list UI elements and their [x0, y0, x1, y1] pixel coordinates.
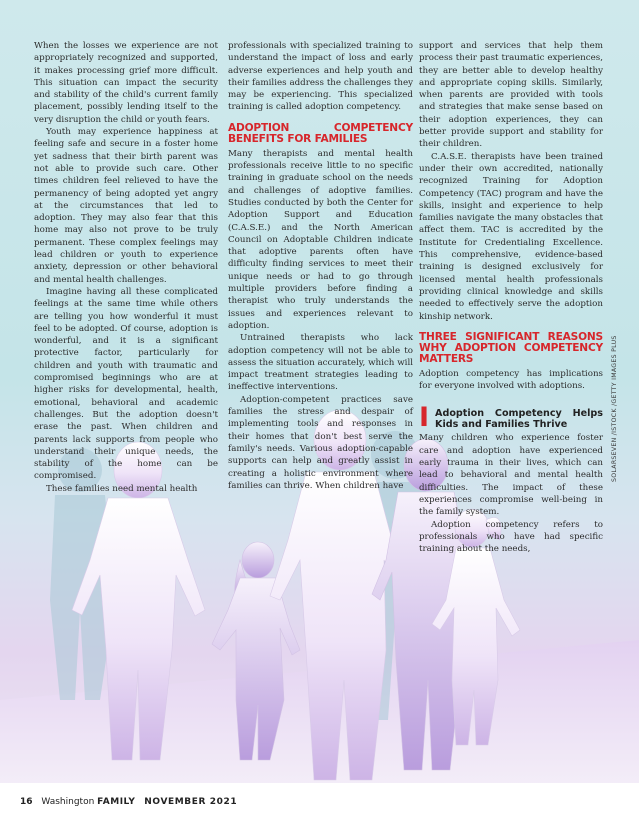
- paragraph: Youth may experience happiness at feeling safe and secure in a foster home yet sadness that their birth parent was not able to provide such care. Other times children feel relieved to have the permanency of being adopted yet angry at the circumstances that led to adoption. They may also fear that this home may also not prove to be truly permanent. These complex feelings may lead children or youth to experience anxiety, depression or other behavioral and mental health challenges.: [34, 127, 218, 285]
- paragraph: Adoption competency refers to professionals who have had specific training about the needs,: [419, 519, 603, 555]
- page-number: 16: [20, 797, 33, 807]
- paragraph: Many children who experience foster care and adoption have experienced early trauma in their lives, which can lead to behavioral and mental health difficulties. The impact of these experiences compromise well-being in the family system.: [419, 433, 603, 518]
- page-footer: [0, 783, 639, 836]
- paragraph: support and services that help them process their past traumatic experiences, they are better able to develop healthy and appropriate coping skills. Similarly, when parents are provided with tools and strategies that make sense based on their adoption experiences, they can better provide support and stability for their children.: [419, 41, 603, 150]
- paragraph: Many therapists and mental health professionals receive little to no specific training in graduate school on the needs and challenges of adoptive families. Studies conducted by both the Center for Adoption Support and Education (C.A.S.E.) and the North American Council on Adoptable Children indicate that adoptive parents often have difficulty finding services to meet their unique needs or had to go through multiple providers before finding a therapist who truly understands the issues and experiences relevant to adoption.: [228, 148, 413, 331]
- magazine-name-bold: FAMILY: [97, 797, 136, 807]
- subheading-title: Adoption Competency Helps Kids and Families Thrive: [435, 408, 603, 431]
- subheading-number: I: [419, 402, 430, 434]
- issue-date: NOVEMBER 2021: [144, 797, 238, 807]
- paragraph: C.A.S.E. therapists have been trained under their own accredited, nationally recognized Training for Adoption Competency (TAC) program and have the skills, insight and experience to help families navigate the many obstacles that affect them. TAC is accredited by the Institute for Credentialing Excellence. This comprehensive, evidence-based training is designed exclusively for licensed mental health professionals providing clinical knowledge and skills needed to effectively serve the adoption kinship network.: [419, 151, 603, 322]
- text-column-2: [228, 40, 413, 492]
- magazine-name-regular: Washington: [41, 797, 95, 807]
- text-column-1: [34, 40, 218, 495]
- folio: [20, 797, 237, 807]
- paragraph: Adoption competency has implications for everyone involved with adoptions.: [419, 368, 603, 392]
- magazine-name: [41, 797, 135, 807]
- paragraph: When the losses we experience are not appropriately recognized and supported, it makes processing grief more difficult. This situation can impact the security and stability of the child's current family placement, possibly lending itself to the very disruption the child or youth fears.: [34, 41, 218, 125]
- paragraph: professionals with specialized training to understand the impact of loss and early adverse experiences and help youth and their families address the challenges they may be experiencing. This specialized training is called adoption competency.: [228, 41, 413, 113]
- paragraph: Untrained therapists who lack adoption competency will not be able to assess the situation accurately, which will impact treatment strategies leading to ineffective interventions.: [228, 333, 413, 393]
- section-heading: ADOPTION COMPETENCY BENEFITS FOR FAMILIES: [228, 121, 413, 145]
- paragraph: Imagine having all these complicated feelings at the same time while others are telling you how wonderful it must feel to be adopted. Of course, adoption is wonderful, and it is a significant protective factor, particularly for children and youth with traumatic and compromised beginnings who are at higher risks for developmental, health, emotional, behavioral and academic challenges. But the adoption doesn't erase the past. When children and parents lack supports from people who understand their unique needs, the stability of the home can be compromised.: [34, 286, 218, 482]
- paragraph: Adoption-competent practices save families the stress and despair of implementing tools and responses in their homes that don't best serve the family's needs. Various adoption-capable supports can help and greatly assist in creating a holistic environment where families can thrive. When children have: [228, 394, 413, 491]
- section-heading: THREE SIGNIFICANT REASONS WHY ADOPTION COMPETENCY MATTERS: [419, 330, 603, 365]
- paragraph: These families need mental health: [46, 483, 198, 494]
- text-column-3: [419, 40, 603, 555]
- photo-credit: SOLARSEVEN /ISTOCK /GETTY IMAGES PLUS: [611, 335, 618, 482]
- numbered-subheading: [419, 402, 603, 434]
